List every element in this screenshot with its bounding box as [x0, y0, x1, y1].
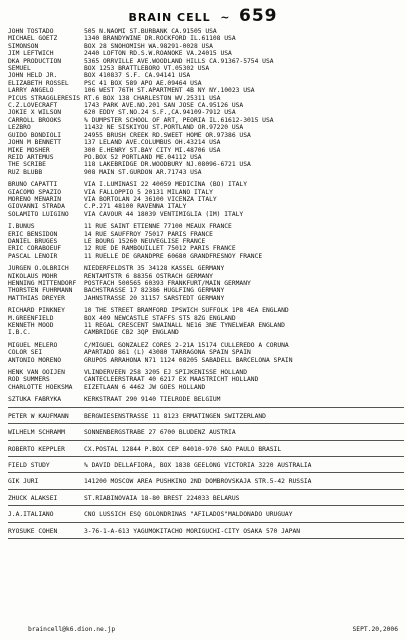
address-entry	[8, 139, 404, 146]
entry-address: 5365 ORRVILLE AVE.WOODLAND HILLS CA.91367-5754 USA	[84, 57, 274, 65]
footer-email: braincell@k6.dion.ne.jp	[28, 626, 116, 633]
entry-address: 24955 BRUSH CREEK RD.SWEET HOME OR.97386 USA	[84, 131, 251, 139]
address-entry	[8, 161, 404, 168]
address-entry	[8, 50, 404, 57]
entry-address: BOX 410837 S.F. CA.94141 USA	[84, 72, 191, 80]
address-entry	[8, 429, 404, 436]
entry-address: BOX 28 SNOHOMISH WA.98291-0028 USA	[84, 42, 213, 50]
address-entry	[8, 253, 404, 260]
address-entry	[8, 223, 404, 230]
address-entry	[8, 154, 404, 161]
address-group	[8, 429, 404, 440]
address-entry	[8, 109, 404, 116]
address-entry	[8, 369, 404, 376]
entry-name: LEZBRO	[8, 124, 31, 132]
entry-address: PO.BOX 52 PORTLAND ME.04112 USA	[84, 153, 202, 161]
issue-number: 659	[238, 6, 278, 26]
address-entry	[8, 384, 404, 391]
entry-name: ERIC BENSIDON	[8, 230, 58, 238]
entry-address: CAMBRIDGE CB2 3QP ENGLAND	[84, 329, 179, 337]
address-entry	[8, 287, 404, 294]
entry-address: C/MIGUEL GONZALEZ CORES 2-21A 15174 CULLEREDO A CORUNA	[84, 341, 289, 349]
entry-name: I.BUNUS	[8, 223, 35, 231]
entry-address: 11432 NE SISKIYOU ST.PORTLAND OR.97220 USA	[84, 124, 244, 132]
entry-name: PETER W KAUFMANN	[8, 412, 69, 420]
entry-address: 11 REGAL CRESCENT SWAINALL NE16 3NE TYNELWEAR ENGLAND	[84, 322, 285, 330]
entry-name: JOHN TOSTADO	[8, 28, 54, 35]
address-entry	[8, 124, 404, 131]
entry-address: CNO LUSSICH ESQ GOLONDRINAS "AFILADOS"MALDONADO URUGUAY	[84, 511, 293, 519]
entry-name: RUZ BLUBB	[8, 168, 43, 176]
address-entry	[8, 28, 404, 35]
entry-name: CARROLL BROOKS	[8, 116, 62, 124]
address-entry	[8, 147, 404, 154]
entry-name: GUIDO BONDIOLI	[8, 131, 62, 139]
entry-name: SOLAMITO LUIGINO	[8, 210, 69, 218]
footer-date: SEPT.20,2006	[352, 626, 398, 633]
entry-name: SZTUKA FABRYKA	[8, 396, 62, 404]
address-entry	[8, 349, 404, 356]
address-group	[8, 28, 404, 176]
entry-name: SEMUEL	[8, 65, 31, 73]
entry-address: 11 RUE SAINT ETIENNE 77100 MEAUX FRANCE	[84, 223, 232, 231]
entry-name: HENNING MITTENDORF	[8, 280, 77, 287]
entry-name: ANTONIO MORENO	[8, 356, 62, 364]
entry-name: GIK JURI	[8, 478, 39, 486]
address-entry	[8, 117, 404, 124]
entry-name: ROD SUMMERS	[8, 376, 50, 384]
entry-name: GIACOMO SPAZIO	[8, 188, 62, 196]
entry-address: % DAVID DELLAFIORA, BOX 1838 GEELONG VICTORIA 3220 AUSTRALIA	[84, 461, 312, 469]
entry-address: ST.RIABINOVAIA 18-80 BREST 224033 BELARUS	[84, 494, 240, 502]
entry-name: MATTHIAS DREYER	[8, 294, 65, 302]
entry-address: KERKSTRAAT 290 9140 TIELRODE BELGIUM	[84, 396, 221, 404]
address-entry	[8, 203, 404, 210]
entry-name: THE SCRIBE	[8, 161, 46, 169]
address-list	[8, 28, 404, 544]
address-entry	[8, 196, 404, 203]
entry-name: CHARLOTTE HOEKSMA	[8, 383, 73, 391]
entry-name: M.GREENFIELD	[8, 314, 54, 322]
address-entry	[8, 295, 404, 302]
entry-address: 2440 LOFTON RD.S.W.ROANOKE VA.24015 USA	[84, 50, 232, 58]
entry-address: 1340 BRANDYWINE DR.ROCKFORD IL.61108 USA	[84, 35, 236, 43]
entry-address: GRUPOS ARRAHONA N71 1124 08205 SABADELL BARCELONA SPAIN	[84, 356, 293, 364]
entry-address: LE BOURG 15260 NEUVEGLISE FRANCE	[84, 237, 206, 245]
address-entry	[8, 181, 404, 188]
address-group	[8, 265, 404, 302]
entry-name: PASCAL LENOIR	[8, 252, 58, 260]
address-entry	[8, 189, 404, 196]
document-title	[0, 0, 406, 28]
entry-address: BOX 1253 BRATTLEBORO VT.05302 USA	[84, 65, 210, 73]
entry-name: MIKE MOSHER	[8, 146, 50, 154]
entry-name: COLOR SEI	[8, 349, 43, 357]
entry-address: APARTADO 861 (L) 43080 TARRAGONA SPAIN SPAIN	[84, 349, 251, 357]
address-entry	[8, 231, 404, 238]
entry-address: JAHNSTRASSE 20 31157 SARSTEDT GERMANY	[84, 294, 225, 302]
entry-address: SONNENBERGSTRABE 27 6700 BLUDENZ AUSTRIA	[84, 429, 236, 437]
entry-address: EIZETLAAN 6 4462 JW GOES HOLLAND	[84, 383, 206, 391]
entry-name: DKA PRODUCTION	[8, 57, 62, 65]
address-entry	[8, 132, 404, 139]
title-separator: ~	[220, 11, 230, 24]
entry-address: % DUMPSTER SCHOOL OF ART, PEORIA IL.61612-3015 USA	[84, 116, 274, 124]
entry-name: NIKOLAUS MOHR	[8, 272, 58, 280]
entry-name: MORENO MENARIN	[8, 195, 62, 203]
address-entry	[8, 376, 404, 383]
address-entry	[8, 58, 404, 65]
entry-address: 620 EDDY ST.NO.24 S.F.,CA.94109-7912 USA	[84, 109, 236, 117]
entry-address: VIA BORTOLAN 24 36100 VICENZA ITALY	[84, 195, 217, 203]
address-entry	[8, 273, 404, 280]
title-text: BRAIN CELL	[128, 11, 211, 24]
address-entry	[8, 95, 404, 102]
entry-address: 12 RUE DE RAMBOUILLET 75012 PARIS FRANCE	[84, 245, 236, 253]
entry-address: POSTFACH 500565 60393 FRANKFURT/MAIN GERMANY	[84, 280, 251, 287]
address-entry	[8, 329, 404, 336]
entry-address: 505 N.NAOMI ST.BURBANK CA.91505 USA	[84, 28, 217, 35]
address-entry	[8, 495, 404, 502]
entry-name: WILHELM SCHRAMM	[8, 429, 65, 437]
address-entry	[8, 265, 404, 272]
entry-name: DANIEL BRUGES	[8, 237, 58, 245]
address-group	[8, 369, 404, 391]
entry-name: SIMONSON	[8, 42, 39, 50]
address-entry	[8, 307, 404, 314]
entry-address: VIA CAVOUR 44 18039 VENTIMIGLIA (IM) ITALY	[84, 210, 244, 218]
entry-name: BRUNO CAPATTI	[8, 181, 58, 189]
entry-name: LARRY ANGELO	[8, 87, 54, 95]
entry-name: KENNETH MOOD	[8, 322, 54, 330]
entry-address: 141200 MOSCOW AREA PUSHKINO 2ND DOMBROVSKAJA STR.5-42 RUSSIA	[84, 478, 312, 486]
address-entry	[8, 211, 404, 218]
entry-name: JOKIE X WILSON	[8, 109, 62, 117]
address-entry	[8, 528, 404, 535]
entry-name: REID ARTEMUS	[8, 153, 54, 161]
address-entry	[8, 511, 404, 518]
entry-name: MICHAEL GOETZ	[8, 35, 58, 43]
address-entry	[8, 413, 404, 420]
address-entry	[8, 102, 404, 109]
entry-name: I.B.C.	[8, 329, 31, 337]
address-group	[8, 478, 404, 489]
footer	[8, 626, 398, 633]
address-entry	[8, 245, 404, 252]
entry-name: ROBERTO KEPPLER	[8, 445, 65, 453]
address-group	[8, 413, 404, 424]
address-group	[8, 462, 404, 473]
address-entry	[8, 342, 404, 349]
entry-address: VIA I.LUMINASI 22 40059 MEDICINA (BO) ITALY	[84, 181, 248, 189]
entry-name: JIM LEFTWICH	[8, 50, 54, 58]
entry-name: MIGUEL MELERO	[8, 341, 58, 349]
address-entry	[8, 396, 404, 403]
entry-address: 1743 PARK AVE.NO.201 SAN JOSE CA.95126 USA	[84, 102, 244, 110]
entry-address: CANTECLEERSTRAAT 40 6217 EX MAASTRICHT HOLLAND	[84, 376, 259, 384]
entry-address: BACHSTRASSE 17 82386 HUGLFING GERMANY	[84, 287, 225, 295]
entry-address: 14 RUE SAUFFROY 75017 PARIS FRANCE	[84, 230, 213, 238]
entry-address: 118 LAKEBRIDGE DR.WOODBURY NJ.08096-6721 USA	[84, 161, 251, 169]
entry-address: PSC 41 BOX 589 APO AE.09464 USA	[84, 79, 202, 87]
entry-address: 10 THE STREET BRAMFORD IPSWICH SUFFOLK 1P8 4EA ENGLAND	[84, 307, 289, 315]
entry-name: JOHN HELD JR.	[8, 72, 58, 80]
entry-name: JOHN M BENNETT	[8, 139, 62, 147]
address-group	[8, 511, 404, 522]
entry-name: RICHARD PINKNEY	[8, 307, 65, 315]
address-entry	[8, 169, 404, 176]
address-group	[8, 307, 404, 337]
entry-address: 3-76-1-A-613 YAGUMOKITACHO MORIGUCHI-CITY OSAKA 570 JAPAN	[84, 527, 301, 535]
entry-name: THORSTEN FUHRMANN	[8, 287, 73, 295]
entry-name: C.Z.LOVECRAFT	[8, 102, 58, 110]
entry-address: 11 RUELLE DE GRANDPRE 60680 GRANDFRESNOY FRANCE	[84, 252, 263, 260]
address-entry	[8, 478, 404, 485]
entry-name: FIELD STUDY	[8, 461, 50, 469]
entry-name: J.A.ITALIANO	[8, 511, 54, 519]
address-entry	[8, 357, 404, 364]
entry-name: GIOVANNI STRADA	[8, 203, 65, 211]
entry-name: JURGEN O.OLBRICH	[8, 265, 69, 273]
address-group	[8, 495, 404, 506]
address-entry	[8, 43, 404, 50]
address-entry	[8, 315, 404, 322]
address-entry	[8, 87, 404, 94]
address-entry	[8, 80, 404, 87]
address-entry	[8, 72, 404, 79]
entry-address: RT.6 BOX 138 CHARLESTON WV.25311 USA	[84, 94, 221, 102]
entry-address: VIA FALLOPPIO 5 20131 MILANO ITALY	[84, 188, 213, 196]
address-group	[8, 446, 404, 457]
entry-name: ERIC CORABOEUF	[8, 245, 62, 253]
entry-address: 106 WEST 76TH ST.APARTMENT 4B NY NY.10023 USA	[84, 87, 255, 95]
entry-name: PICUS STRAGGLERESIS	[8, 94, 81, 102]
address-group	[8, 342, 404, 364]
entry-address: 137 LELAND AVE.COLUMBUS OH.43214 USA	[84, 139, 221, 147]
entry-address: BERGWIESENSTRASSE 11 8123 ERMATINGEN SWITZERLAND	[84, 412, 266, 420]
entry-address: NIEDERFELDSTR 35 34128 KASSEL GERMANY	[84, 265, 225, 273]
entry-address: CX.POSTAL 12844 P.BOX CEP 04010-970 SAO PAULO BRASIL	[84, 445, 282, 453]
address-group	[8, 223, 404, 260]
address-entry	[8, 322, 404, 329]
entry-address: VLINDERVEEN 258 3205 EJ SPIJKENISSE HOLLAND	[84, 369, 248, 377]
address-entry	[8, 35, 404, 42]
entry-address: 300 E.HENRY ST.BAY CITY MI.48706 USA	[84, 146, 221, 154]
address-entry	[8, 462, 404, 469]
entry-name: ELIZABETH ROSSEL	[8, 79, 69, 87]
address-entry	[8, 446, 404, 453]
entry-address: C.P.271 48100 RAVENNA ITALY	[84, 203, 187, 211]
entry-name: ZHUCK ALAKSEI	[8, 494, 58, 502]
entry-name: HENK VAN OOIJEN	[8, 369, 65, 377]
entry-name: RYOSUKE COHEN	[8, 527, 58, 535]
address-entry	[8, 280, 404, 287]
address-entry	[8, 65, 404, 72]
entry-address: BOX 409 NEWCASTLE STAFFS ST5 8ZG ENGLAND	[84, 314, 236, 322]
entry-address: 908 MAIN ST.GURDON AR.71743 USA	[84, 168, 202, 176]
address-group	[8, 528, 404, 539]
entry-address: RENTAMTSTR 6 88356 OSTRACH GERMANY	[84, 272, 213, 280]
address-group	[8, 396, 404, 407]
address-group	[8, 181, 404, 218]
address-entry	[8, 238, 404, 245]
